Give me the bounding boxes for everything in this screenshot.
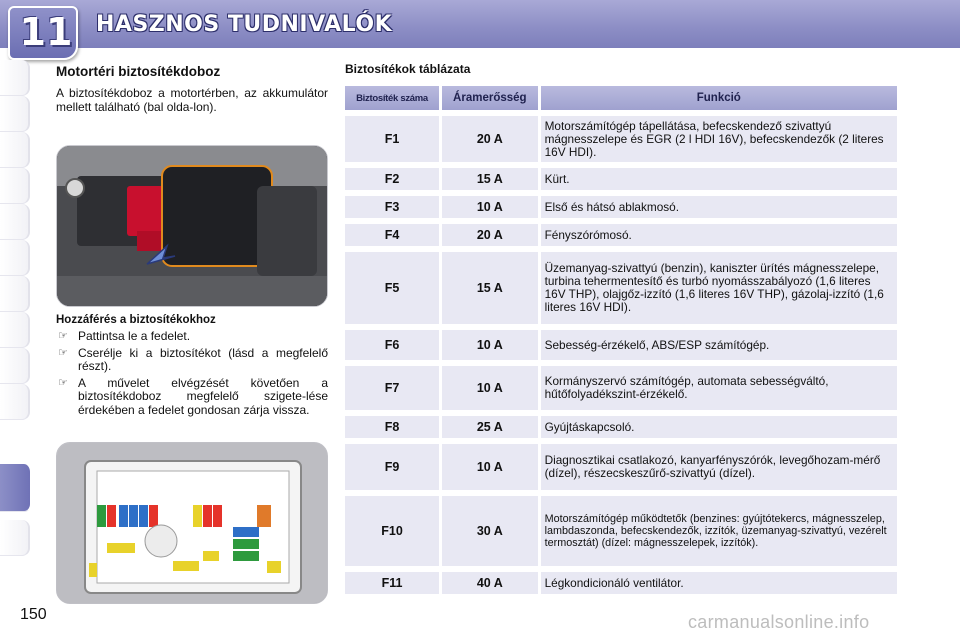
side-tab-6[interactable] (0, 240, 30, 276)
table-row (345, 252, 897, 324)
fuse-code: F3 (345, 196, 439, 218)
side-tab-8[interactable] (0, 312, 30, 348)
fuse-amp: 15 A (442, 168, 538, 190)
fuse-function: Motorszámítógép tápellátása, befecskendező szivattyú mágnesszelepe és EGR (2 l HDI 16V), befecskendezők (2 literes 16V HDI). (541, 116, 897, 162)
table-row (345, 572, 897, 594)
pointing-hand-icon: ☞ (58, 346, 68, 359)
fuse-function: Kormányszervó számítógép, automata sebességváltó, hűtőfolyadékszint-érzékelő. (541, 366, 897, 410)
header-fuse-number: Biztosíték száma (345, 86, 439, 110)
fuse-amp: 25 A (442, 416, 538, 438)
chapter-title: HASZNOS TUDNIVALÓK (96, 12, 393, 37)
list-item (56, 347, 328, 374)
table-row (345, 196, 897, 218)
fuse-amp: 10 A (442, 444, 538, 490)
fuse-function: Gyújtáskapcsoló. (541, 416, 897, 438)
fuse-function: Kürt. (541, 168, 897, 190)
fuse-amp: 10 A (442, 196, 538, 218)
step-text: Cserélje ki a biztosítékot (lásd a megfelelő részt). (78, 345, 328, 373)
side-tab-12[interactable] (0, 520, 30, 556)
page-number: 150 (20, 606, 47, 623)
engine-bay-illustration (57, 146, 328, 307)
fuse-box-diagram (56, 442, 328, 604)
side-tab-active[interactable] (0, 464, 32, 512)
table-row (345, 416, 897, 438)
side-tab-5[interactable] (0, 204, 30, 240)
access-title: Hozzáférés a biztosítékokhoz (56, 314, 216, 326)
fuse-code: F7 (345, 366, 439, 410)
list-item (56, 377, 328, 418)
intro-paragraph: A biztosítékdoboz a motortérben, az akkumulátor mellett található (bal olda-lon). (56, 86, 328, 114)
list-item (56, 330, 328, 344)
table-row (345, 330, 897, 360)
chapter-side-tabs (0, 60, 34, 580)
fuse-amp: 30 A (442, 496, 538, 566)
fuse-function: Első és hátsó ablakmosó. (541, 196, 897, 218)
fuse-box-illustration (57, 443, 328, 604)
fuse-amp: 20 A (442, 224, 538, 246)
chapter-number: 11 (19, 10, 73, 54)
access-steps (56, 330, 328, 417)
side-tab-2[interactable] (0, 96, 30, 132)
fuse-function: Sebesség-érzékelő, ABS/ESP számítógép. (541, 330, 897, 360)
table-row (345, 366, 897, 410)
side-tab-3[interactable] (0, 132, 30, 168)
side-tab-1[interactable] (0, 60, 30, 96)
table-row (345, 116, 897, 162)
fuse-amp: 10 A (442, 366, 538, 410)
fuse-code: F8 (345, 416, 439, 438)
pointing-hand-icon: ☞ (58, 376, 68, 389)
step-text: Pattintsa le a fedelet. (78, 329, 191, 343)
table-row (345, 496, 897, 566)
fuse-amp: 10 A (442, 330, 538, 360)
fuse-code: F2 (345, 168, 439, 190)
step-text: A művelet elvégzését követően a biztosítékdoboz megfelelő szigete-lése érdekében a fedelet gondosan zárja vissza. (78, 375, 328, 417)
fuse-function: Fényszórómosó. (541, 224, 897, 246)
side-tab-10[interactable] (0, 384, 30, 420)
table-row (345, 224, 897, 246)
access-instructions (56, 314, 328, 420)
side-tab-9[interactable] (0, 348, 30, 384)
fuse-table (342, 86, 900, 594)
fuse-function: Üzemanyag-szivattyú (benzin), kaniszter ürítés mágnesszelepe, turbina tehermentesítő és turbó nyomásszabályozó (1,6 literes 16V THP), olajgőz-izzító (1,6 literes 16V THP), gázolaj-izzító (1,6 literes 16V HDI). (541, 252, 897, 324)
fuse-amp: 15 A (442, 252, 538, 324)
section-title: Motortéri biztosítékdoboz (56, 64, 221, 79)
side-tab-7[interactable] (0, 276, 30, 312)
pointing-hand-icon: ☞ (58, 330, 68, 342)
watermark: carmanualsonline.info (688, 612, 870, 632)
header-function: Funkció (541, 86, 897, 110)
fuse-function: Diagnosztikai csatlakozó, kanyarfényszórók, levegőhozam-mérő (dízel), részecskeszűrő-szivattyú (dízel). (541, 444, 897, 490)
fuse-code: F9 (345, 444, 439, 490)
left-column (56, 60, 328, 114)
table-row (345, 168, 897, 190)
fuse-function: Motorszámítógép működtetők (benzines: gyújtótekercs, mágnesszelep, lambdaszonda, befecskendezők, izzítók, üzemanyag-szivattyú, vezérelt termosztát) (dízel: mágnesszelepek, izzítók). (541, 496, 897, 566)
header-amperage: Áramerősség (442, 86, 538, 110)
engine-bay-photo (56, 145, 328, 307)
fuse-code: F5 (345, 252, 439, 324)
fuse-code: F4 (345, 224, 439, 246)
table-title: Biztosítékok táblázata (345, 62, 471, 76)
fuse-code: F1 (345, 116, 439, 162)
fuse-code: F10 (345, 496, 439, 566)
fuse-function: Légkondicionáló ventilátor. (541, 572, 897, 594)
fuse-amp: 20 A (442, 116, 538, 162)
side-tab-4[interactable] (0, 168, 30, 204)
table-row (345, 444, 897, 490)
fuse-code: F6 (345, 330, 439, 360)
fuse-code: F11 (345, 572, 439, 594)
table-header-row (345, 86, 897, 110)
fuse-amp: 40 A (442, 572, 538, 594)
